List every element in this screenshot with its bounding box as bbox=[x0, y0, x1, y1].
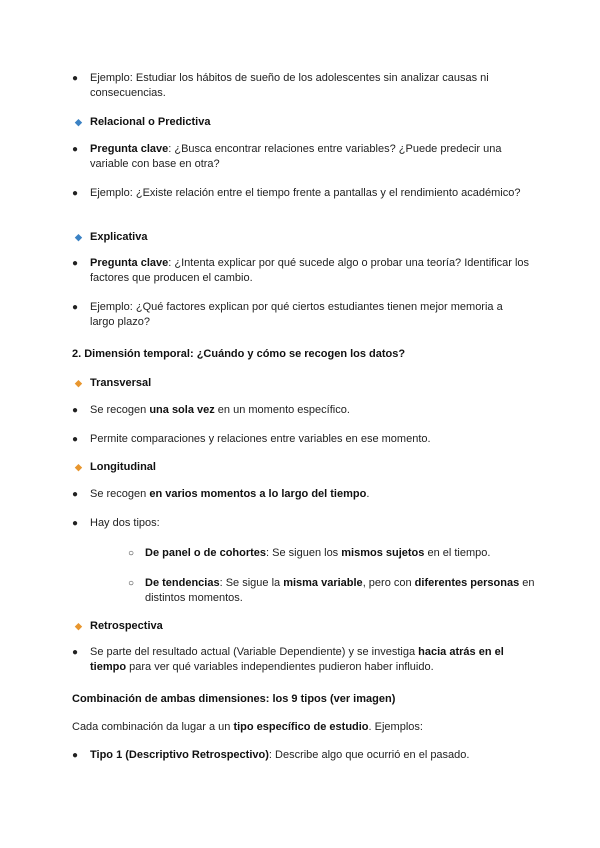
bullet-dot-icon: ● bbox=[72, 434, 79, 445]
bullet-una-sola-vez: ● Se recogen una sola vez en un momento específico. bbox=[72, 404, 350, 416]
orange-diamond-icon: ◆ bbox=[75, 378, 82, 388]
bullet-dot-icon: ● bbox=[72, 188, 79, 199]
bullet-pregunta-explicativa: ● Pregunta clave: ¿Intenta explicar por qué sucede algo o probar una teoría? Identificar los factores que producen el cambio. bbox=[72, 257, 530, 284]
section-dimension-temporal: 2. Dimensión temporal: ¿Cuándo y cómo se recogen los datos? bbox=[72, 348, 406, 360]
bullet-dot-icon: ● bbox=[72, 302, 79, 313]
subbullet-tendencias: ○ De tendencias: Se sigue la misma variable, pero con diferentes personas en distintos momentos. bbox=[128, 577, 535, 604]
bullet-pregunta-relacional: ● Pregunta clave: ¿Busca encontrar relaciones entre variables? ¿Puede predecir una variable con base en otra? bbox=[72, 143, 502, 170]
subbullet-panel-cohortes: ○ De panel o de cohortes: Se siguen los mismos sujetos en el tiempo. bbox=[128, 547, 491, 559]
circle-bullet-icon: ○ bbox=[128, 548, 135, 559]
bullet-tipo-1: ● Tipo 1 (Descriptivo Retrospectivo): Describe algo que ocurrió en el pasado. bbox=[72, 749, 470, 761]
heading-transversal: ◆ Transversal bbox=[75, 377, 152, 389]
bullet-dot-icon: ● bbox=[72, 258, 79, 269]
bullet-dot-icon: ● bbox=[72, 489, 79, 500]
blue-diamond-icon: ◆ bbox=[75, 232, 82, 242]
bullet-dos-tipos: ● Hay dos tipos: bbox=[72, 517, 160, 529]
bullet-comparaciones: ● Permite comparaciones y relaciones entre variables en ese momento. bbox=[72, 433, 431, 445]
bullet-dot-icon: ● bbox=[72, 73, 79, 84]
heading-relacional: ◆ Relacional o Predictiva bbox=[75, 116, 211, 128]
bullet-ejemplo-pantallas: ● Ejemplo: ¿Existe relación entre el tiempo frente a pantallas y el rendimiento académico? bbox=[72, 187, 521, 199]
circle-bullet-icon: ○ bbox=[128, 578, 135, 589]
heading-longitudinal: ◆ Longitudinal bbox=[75, 461, 156, 473]
bullet-varios-momentos: ● Se recogen en varios momentos a lo largo del tiempo. bbox=[72, 488, 370, 500]
orange-diamond-icon: ◆ bbox=[75, 621, 82, 631]
bullet-resultado-actual: ● Se parte del resultado actual (Variable Dependiente) y se investiga hacia atrás en el tiempo para ver qué variables independientes pudieron haber influido. bbox=[72, 646, 504, 673]
bullet-dot-icon: ● bbox=[72, 750, 79, 761]
bullet-dot-icon: ● bbox=[72, 518, 79, 529]
orange-diamond-icon: ◆ bbox=[75, 462, 82, 472]
paragraph-cada-combinacion: Cada combinación da lugar a un tipo específico de estudio. Ejemplos: bbox=[72, 721, 423, 733]
section-combinacion: Combinación de ambas dimensiones: los 9 tipos (ver imagen) bbox=[72, 693, 396, 705]
bullet-dot-icon: ● bbox=[72, 405, 79, 416]
bullet-ejemplo-habitos: ● Ejemplo: Estudiar los hábitos de sueño de los adolescentes sin analizar causas ni consecuencias. bbox=[72, 72, 489, 99]
heading-retrospectiva: ◆ Retrospectiva bbox=[75, 620, 163, 632]
blue-diamond-icon: ◆ bbox=[75, 117, 82, 127]
heading-explicativa: ◆ Explicativa bbox=[75, 231, 148, 243]
bullet-dot-icon: ● bbox=[72, 144, 79, 155]
bullet-ejemplo-memoria: ● Ejemplo: ¿Qué factores explican por qué ciertos estudiantes tienen mejor memoria a largo plazo? bbox=[72, 301, 503, 328]
bullet-dot-icon: ● bbox=[72, 647, 79, 658]
